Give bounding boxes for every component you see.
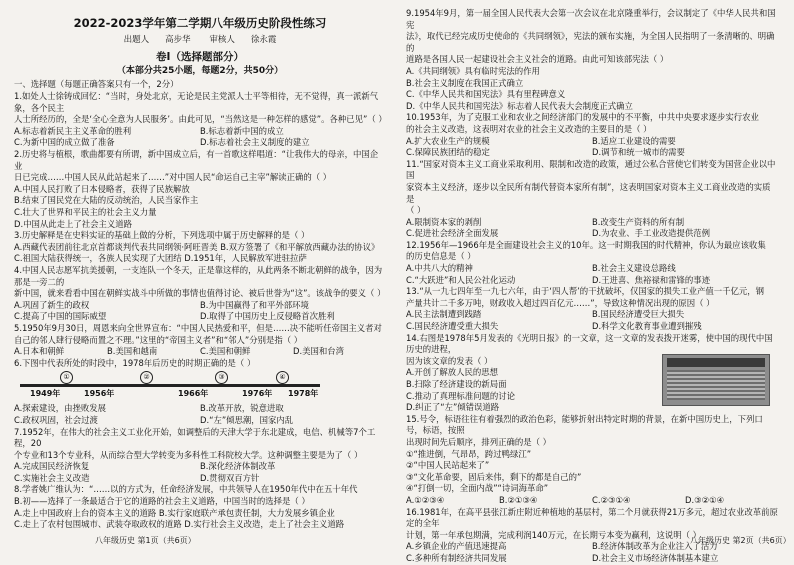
- option: B.为中国赢得了和平外部环境: [200, 299, 309, 310]
- option: C.壮大了世界和平民主的社会主义力量: [14, 207, 157, 217]
- reviewer-name: 徐永霞: [250, 34, 277, 45]
- question-line: 出现时间先后顺序，排列正确的是（ ）: [406, 436, 552, 447]
- option: A.《共同纲领》具有临时宪法的作用: [406, 65, 540, 76]
- option-row: [406, 263, 778, 275]
- option: A.限制资本家的剥削: [406, 216, 482, 227]
- author-name: 高步华: [165, 34, 191, 45]
- slogan-item: ②“中国人民站起来了”: [406, 460, 490, 471]
- question-line: 16.1981年，在高平县张江新庄附近种植地的基层村，第二个月就获得21万多元，超过农业改革前原定的全年: [406, 506, 778, 529]
- option: C.政权巩固，社会过渡: [14, 414, 98, 425]
- question-line: 日已完成……中国人民从此站起来了……”对中国人民“命运自己主宰”解读正确的（ ）: [14, 172, 332, 183]
- option: C.“大跃进”和人民公社化运动: [406, 274, 516, 285]
- option: A.西藏代表团前往北京首都谈判代表共同纲领·阿旺晋美 B.双方签署了《和平解放西藏办法的协议》: [14, 241, 380, 252]
- option-row: [14, 126, 386, 138]
- option: D.取得了中国历史上反侵略首次胜利: [200, 311, 335, 322]
- option: D.标志着社会主义制度的建立: [200, 137, 310, 148]
- option: A.中共八大的精神: [406, 263, 473, 274]
- option-row: [406, 553, 778, 565]
- option: D.中国从此走上了社会主义道路: [14, 218, 132, 229]
- option: B.社会主义制度在我国正式确立: [406, 77, 524, 88]
- right-column: [406, 8, 778, 565]
- option: A.完成国民经济恢复: [14, 461, 90, 472]
- timeline-year: 1949年: [30, 389, 61, 399]
- option-row: [14, 473, 386, 485]
- option-row: [14, 300, 386, 312]
- question-line: 3.历史解释是在史料实证的基础上做的分析，下列选项中属于历史解释的是（ ）: [14, 230, 310, 241]
- option: C.美国和朝鲜: [200, 346, 251, 357]
- footer-page-1: 八年级历史 第1页（共6页）: [95, 536, 196, 545]
- section-title: 卷Ⅰ（选择题部分）: [156, 50, 244, 63]
- option: A.①②③④: [406, 494, 445, 505]
- option: A.巩固了新生的政权: [14, 299, 90, 310]
- question-line: 13.“从一九七四年至一九七六年，由于‘四人帮’的干扰破坏，仅国家的损失工业产值一千亿元，钢: [406, 286, 764, 297]
- option: B.改变生产资料的所有制: [592, 216, 685, 227]
- question-line: （ ）: [406, 205, 426, 216]
- question-line: 6.下图中代表所处的时段中，1978年后历史的时期正确的是（ ）: [14, 357, 256, 368]
- question-line: 9.1954年9月，第一届全国人民代表大会第一次会议在北京隆重举行，会议制定了《中华人民共和国宪: [406, 8, 776, 30]
- option: D.《中华人民共和国宪法》标志着人民代表大会制度正式确立: [406, 100, 633, 111]
- option-row: [14, 461, 386, 473]
- question-line: 因为该文章的发表（ ）: [406, 355, 493, 366]
- option: A.日本和朝鲜: [14, 346, 65, 357]
- option: B.适应工业建设的需要: [592, 135, 676, 146]
- question-line: 的历史信息是（ ）: [406, 251, 476, 262]
- option: D.纠正了“左”倾错误道路: [406, 402, 500, 413]
- option: B.②①③④: [499, 494, 538, 505]
- timeline-year: 1978年: [288, 389, 319, 399]
- question-line: 5.1950年9月30日，周恩来向全世界宣布：“中国人民热爱和平，但是……决不能听任帝国主义者对: [14, 322, 382, 333]
- question-line: 12.1956年—1966年是全面建设社会主义的10年。这一时期我国的时代精神，你认为最应该收集: [406, 239, 766, 250]
- timeline-mark: ①: [60, 371, 73, 384]
- option: C.保障民族团结的稳定: [406, 147, 490, 158]
- question-line: 8.学者姚广维认为：“……以的方式为，任命经济发展，中共领导人在1950年代中在五十年代: [14, 484, 358, 495]
- question-line: 产量共计二千多万吨，财政收入超过四百亿元……”，导致这种情况出现的原因（ ）: [406, 297, 715, 308]
- option: B.改革开放，锐意进取: [200, 403, 284, 414]
- section-subtitle: （本部分共25小题，每题2分，共50分）: [116, 66, 284, 77]
- option-row: [406, 495, 778, 507]
- option-row: [406, 275, 778, 287]
- option: A.探索建设，由挫败发展: [14, 403, 106, 414]
- timeline-year: 1966年: [178, 389, 209, 399]
- option: D.③②①④: [685, 494, 725, 505]
- question-line: 4.中国人民志愿军抗美援朝，一支连队一个冬天，正是靠这样的，从此两条不断北朝鲜的战争，因为那是一旁二的: [14, 264, 383, 287]
- question-line: 个专业和13个专业科，从而综合型大学转变为多科性工科院校大学。这种调整主要是为了（ ）: [14, 449, 363, 460]
- option-row: [406, 217, 778, 229]
- option: B.美国和越南: [107, 346, 158, 357]
- option: A.民主法制遭到践踏: [406, 309, 482, 320]
- option-row: [406, 228, 778, 240]
- slogan-item: ①“推进倒，气昂昂，跨过鸭绿江”: [406, 448, 532, 459]
- question-line: 11.“国家对资本主义工商业采取利用、限制和改造的政策，通过公私合营使它们转变为国营企业以中国: [406, 158, 776, 181]
- option: A.乡镇企业的产值迅速提高: [406, 541, 507, 552]
- reviewer-label: 审核人: [209, 34, 235, 45]
- option: D.调节和统一城市的需要: [592, 147, 685, 158]
- page-title: 2022-2023学年第二学期八年级历史阶段性练习: [73, 16, 327, 30]
- option: A.标志着新民主主义革命的胜利: [14, 125, 132, 136]
- option: B.结束了国民党在大陆的反动统治，人民当家作主: [14, 195, 199, 206]
- newspaper-headline-block: [667, 358, 765, 367]
- question-line: 的社会主义改造，这表明对农业的社会主义改造的主要目的是（ ）: [406, 123, 652, 134]
- option: C.推动了真理标准问题的讨论: [406, 390, 516, 401]
- option: D.“左”倾思潮，国家内乱: [200, 414, 294, 425]
- question-line: 一、选择题（每题正确答案只有一个，2分）: [14, 79, 179, 90]
- option: A.扩大农业生产的规模: [406, 135, 490, 146]
- option: D.社会主义市场经济体制基本建立: [592, 552, 719, 563]
- question-line: 1.如处人士徐铸成回忆：“当时，身处北京，无论是民主党派人士平等相待，无不觉得，真一派新气象，各个民主: [14, 91, 379, 113]
- option: A.开创了解放人民的思想: [406, 367, 498, 378]
- question-line: 道路是各国人民一起建设社会主义社会的道路。由此可知该部宪法（ ）: [406, 54, 669, 65]
- option-row: [14, 346, 386, 358]
- option-row: [14, 415, 386, 427]
- author-label: 出题人: [123, 34, 150, 45]
- option: B.社会主义建设总路线: [592, 263, 676, 274]
- question-line: B.初——选择了一条最适合于它的道路的社会主义道路，中国当时的选择是（ ）: [14, 496, 310, 507]
- option-row: [14, 403, 386, 415]
- question-line: 新中国，就来看看中国在朝鲜实战斗中所做的事情也值得讨论、被后世誉为“这”。该战争的要义（ ）: [14, 288, 386, 299]
- option: D.美国和台湾: [293, 346, 344, 357]
- timeline-mark: ④: [276, 371, 289, 384]
- timeline-mark: ③: [215, 371, 228, 384]
- option: D.科学文化教育事业遭到摧残: [592, 321, 702, 332]
- question-line: 7.1952年，在伟大的社会主义工业化开始，如调整后的天津大学于东北建成，电信、机械等7个工程，20: [14, 426, 376, 449]
- option: C.为新中国的成立做了准备: [14, 137, 115, 148]
- newspaper-text-block: [667, 370, 765, 400]
- question-line: 法》，取代已经完成历史使命的《共同纲领》，宪法的颁布实施，为全国人民指明了一条清晰的、明确的: [406, 31, 775, 53]
- timeline-year: 1976年: [242, 389, 273, 399]
- option: B.国民经济遭受巨大损失: [592, 309, 685, 320]
- question-line: 家资本主义经济，逐步以全民所有制代替资本家所有制”，这表明国家对资本主义工商业改造的实质是: [406, 181, 771, 204]
- option-row: [406, 309, 778, 321]
- option: A.走上中国政府上台的资本主义的道路 B.实行家庭联产承包责任制，大力发展乡镇企业: [14, 507, 335, 518]
- option: C.多种所有制经济共同发展: [406, 552, 507, 563]
- option: D.贯彻双百方针: [200, 472, 260, 483]
- question-line: 计划，第一年承包期满，完成利润140万元，在长期亏本变为赢利，这说明（ ）: [406, 529, 702, 540]
- timeline-axis: [20, 384, 320, 387]
- newspaper-article-image: [662, 354, 770, 406]
- option-row: [406, 321, 778, 333]
- question-line: 自己的邻人肆行侵略而置之不理。”这里的“帝国主义者”和“邻人”分别是指（ ）: [14, 334, 303, 345]
- option-row: [14, 311, 386, 323]
- question-line: 人士所经历的，全是‘全心全意为人民服务’。由此可见，“当然这是一种怎样的感觉”。各种已见”（ ）: [14, 114, 387, 125]
- option-row: [406, 136, 778, 148]
- option: C.促进社会经济全面发展: [406, 228, 499, 239]
- option-row: [14, 137, 386, 149]
- option: B.经济体制改革为企业注入了活力: [592, 541, 718, 552]
- slogan-item: ④“打倒一切，全面内战”“诗词海革命”: [406, 483, 549, 494]
- option: C.实施社会主义改造: [14, 472, 90, 483]
- exam-meta: [14, 35, 386, 47]
- option: C.②③①④: [592, 494, 631, 505]
- question-line: 10.1953年，为了克服工业和农业之间经济部门的发展中的不平衡，中共中央要求逐步实行农业: [406, 112, 759, 123]
- option: B.深化经济体制改革: [200, 461, 276, 472]
- option: B.标志着新中国的成立: [200, 125, 284, 136]
- history-timeline: [20, 371, 320, 401]
- option: D.为农业、手工业改造提供范例: [592, 228, 710, 239]
- question-line: 15.号令，标语往往有着强烈的政治色彩，能够折射出特定时期的背景，在新中国历史上，下列口号，标语，按照: [406, 413, 763, 436]
- option: C.《中华人民共和国宪法》具有里程碑意义: [406, 89, 566, 100]
- question-line: 2.历史将与植根，歌曲都要有所谓，新中国成立后，有一首歌这样唱道：“让我伟大的母亲，中国企业: [14, 149, 379, 171]
- question-line: 14.右图是1978年5月发表的《光明日报》的一文章，这一文章的发表拨开迷雾，使中国的现代中国历史的进程，: [406, 332, 773, 355]
- timeline-mark: ②: [140, 371, 153, 384]
- left-column: [14, 8, 386, 531]
- option: C.祖国大陆获得统一，各族人民实现了大团结 D.1951年，人民解放军进驻拉萨: [14, 253, 307, 264]
- timeline-year: 1956年: [84, 389, 115, 399]
- option: C.提高了中国的国际威望: [14, 311, 107, 322]
- option: C.国民经济遭受重大损失: [406, 321, 499, 332]
- option: C.走上了农村包围城市、武装夺取政权的道路 D.实行社会主义改造，走上了社会主义道路: [14, 519, 345, 530]
- option: A.中国人民打败了日本侵略者，获得了民族解放: [14, 183, 190, 194]
- footer-page-2: 八年级历史 第2页（共6页）: [690, 536, 791, 545]
- option-row: [406, 147, 778, 159]
- option: D.王进喜、焦裕禄和雷锋的事迹: [592, 274, 710, 285]
- slogan-item: ③“文化革命要，固后来伟，剩下的都是自己的”: [406, 471, 582, 482]
- option: B.扫除了经济建设的新局面: [406, 379, 507, 389]
